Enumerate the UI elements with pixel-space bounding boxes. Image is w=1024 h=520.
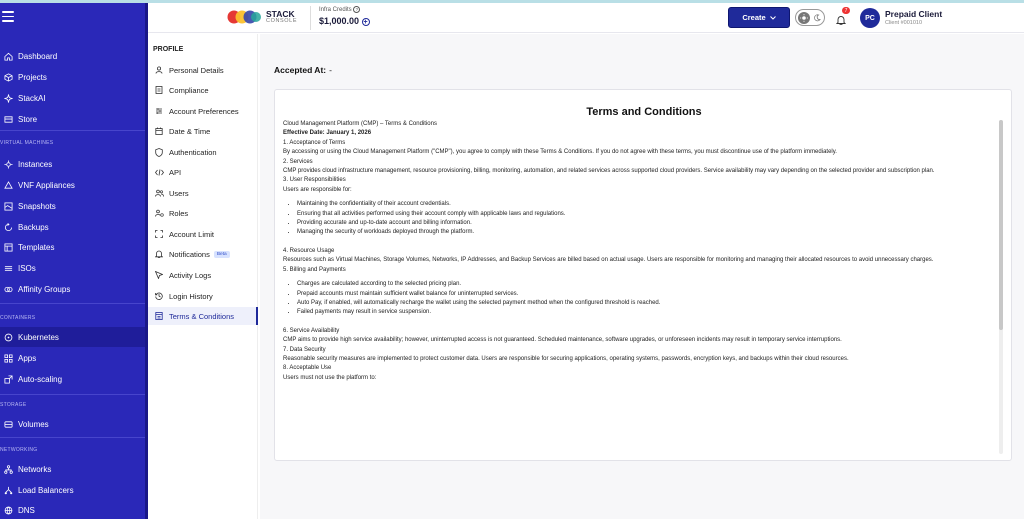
sidebar-item-label: Snapshots [18,201,56,211]
accepted-at [274,65,332,75]
sidebar-item-label: Volumes [18,419,49,429]
nav-item-api[interactable] [148,163,258,181]
moon-icon [813,14,821,22]
sidebar-item-label: StackAI [18,93,46,103]
list-item: • Managing the security of workloads deployed through the platform. [297,228,997,237]
nav-item-label: Date & Time [169,126,211,136]
shield-icon [154,148,164,157]
autoscaling-icon [3,374,13,384]
sidebar-item-label: Store [18,114,38,124]
settings-nav-title: PROFILE [153,46,184,53]
history-icon [154,292,164,300]
create-button-label: Create [742,13,766,22]
nav-item-login-history[interactable] [148,287,258,305]
sidebar-item-projects[interactable] [0,67,145,87]
terms-section-title: 2. Services [283,158,313,165]
terms-section-body: CMP provides cloud infrastructure management, resource provisioning, billing, monitoring, automation, and related services across supported cloud providers. Service availability may vary depending on the selected provider and subscription plan. [283,168,935,175]
kubernetes-icon [3,332,13,342]
sidebar-item-templates[interactable] [0,237,145,257]
terms-platform-line: Cloud Management Platform (CMP) – Terms & Conditions [283,121,437,127]
terms-scroll-area[interactable] [283,120,997,452]
scrollbar-thumb[interactable] [999,120,1003,330]
calendar-icon [154,127,164,135]
list-item: • Maintaining the confidentiality of their account credentials. [297,200,997,209]
instances-icon [3,159,13,169]
nav-item-activity-logs[interactable] [148,266,258,284]
credits-value: $1,000.00 [319,16,360,27]
sidebar-item-label: ISOs [18,263,36,273]
snapshots-icon [3,201,13,211]
stack-logo-icon [226,8,262,26]
sidebar-section-networking: NETWORKING [0,447,38,453]
avatar[interactable]: PC [860,8,880,28]
sidebar-section-vm: VIRTUAL MACHINES [0,140,54,146]
load-balancer-icon [3,485,13,495]
top-header [148,3,1024,33]
nav-item-label: Users [169,188,189,198]
sidebar-item-isos[interactable] [0,258,145,278]
terms-section-body: Reasonable security measures are implemented to protect customer data. Users are responsible for securing applications, operating systems, passwords, encryption keys, and backups within their cloud resources. [283,355,849,362]
add-credits-icon[interactable]: + [363,18,368,26]
brand-logo[interactable] [226,8,297,26]
beta-badge: Beta [214,251,230,258]
nav-item-users[interactable] [148,184,258,202]
sidebar-divider [0,303,145,304]
nav-item-date-time[interactable] [148,122,258,140]
sidebar-item-vnf-appliances[interactable] [0,175,145,195]
sidebar-item-label: Instances [18,159,53,169]
affinity-icon [3,284,13,294]
store-icon [3,114,13,124]
sidebar-item-label: Auto-scaling [18,374,63,384]
iso-icon [3,263,13,273]
list-item: • Providing accurate and up-to-date account and billing information. [297,219,997,228]
sidebar-item-affinity-groups[interactable] [0,279,145,299]
nav-item-personal-details[interactable] [148,61,258,79]
hamburger-menu-icon[interactable] [2,11,14,21]
apps-icon [3,353,13,363]
nav-item-label: Account Limit [169,229,215,239]
accepted-at-value: - [329,65,332,75]
brand-name: STACK [266,9,295,19]
nav-item-authentication[interactable] [148,143,258,161]
sidebar-item-dashboard[interactable] [0,46,145,66]
roles-icon [154,209,164,217]
templates-icon [3,242,13,252]
list-item: • Charges are calculated according to the selected pricing plan. [297,280,997,289]
nav-item-label: API [169,167,182,177]
networks-icon [3,464,13,474]
user-icon [154,66,164,74]
users-icon [154,189,164,197]
bell-icon [154,250,164,258]
list-item: • Auto Pay, if enabled, will automatically recharge the wallet using the selected payment method when the configured threshold is reached. [297,299,997,308]
brand-subtitle: CONSOLE [266,17,298,24]
list-item: • Prepaid accounts must maintain sufficient wallet balance for uninterrupted services. [297,290,997,299]
terms-section-body: Resources such as Virtual Machines, Storage Volumes, Networks, IP Addresses, and Backup Services are billed based on actual usage. Users are responsible for monitoring and managing their allocated resources to avoid unnecessary charges. [283,257,934,264]
preferences-icon [154,107,164,115]
sidebar-section-storage: STORAGE [0,402,27,408]
nav-item-label: Notifications [169,249,210,259]
terms-scrollbar[interactable] [999,120,1003,454]
info-icon[interactable]: ? [353,6,360,13]
sun-icon [798,12,810,24]
sidebar-item-label: Dashboard [18,51,58,61]
sidebar [0,3,145,519]
terms-section-title: 6. Service Availability [283,327,340,334]
sidebar-item-backups[interactable] [0,217,145,237]
nav-item-label: Account Preferences [169,106,239,116]
compliance-icon [154,86,164,94]
sidebar-item-volumes[interactable] [0,414,145,434]
sidebar-item-auto-scaling[interactable] [0,369,145,389]
theme-toggle[interactable] [795,9,825,26]
volumes-icon [3,419,13,429]
code-icon [154,169,164,176]
terms-card [274,89,1012,461]
ai-icon [3,93,13,103]
terms-title: Terms and Conditions [586,106,702,118]
sidebar-item-label: Projects [18,72,47,82]
nav-item-label: Personal Details [169,65,224,75]
list-item: • Failed payments may result in service suspension. [297,308,997,317]
dns-icon [3,505,13,515]
limit-icon [154,230,164,238]
sidebar-item-dns[interactable] [0,500,145,520]
terms-section-body: By accessing or using the Cloud Management Platform ("CMP"), you agree to comply with these Terms & Conditions. If you do not agree with these terms, you must discontinue use of the platform immediately. [283,149,837,156]
nav-item-label: Roles [169,208,189,218]
notification-count-badge: 7 [842,7,850,14]
user-name[interactable]: Prepaid Client [885,9,943,19]
sidebar-item-networks[interactable] [0,459,145,479]
sidebar-item-snapshots[interactable] [0,196,145,216]
activity-icon [154,271,164,279]
nav-item-label: Login History [169,291,213,301]
sidebar-item-kubernetes[interactable] [0,327,145,347]
accepted-at-label: Accepted At: [274,65,327,75]
nav-item-label: Terms & Conditions [169,311,235,321]
create-button[interactable] [728,7,790,28]
nav-item-compliance[interactable] [148,81,258,99]
sidebar-divider [0,437,145,438]
sidebar-item-label: Templates [18,242,55,252]
sidebar-item-label: VNF Appliances [18,180,75,190]
sidebar-item-label: Apps [18,353,37,363]
infra-credits [310,6,370,30]
nav-item-terms-conditions[interactable] [148,307,258,325]
list-item: • Ensuring that all activities performed using their account comply with applicable laws and regulations. [297,210,997,219]
sidebar-item-store[interactable] [0,109,145,129]
credits-label: Infra Credits [319,7,352,14]
nav-item-roles[interactable] [148,204,258,222]
nav-item-label: Activity Logs [169,270,212,280]
terms-section-title: 4. Resource Usage [283,247,335,254]
terms-section-body: Users must not use the platform to: [283,374,377,381]
nav-item-label: Authentication [169,147,217,157]
sidebar-item-label: Backups [18,222,49,232]
user-client-id: Client #001010 [885,20,923,26]
sidebar-item-label: Kubernetes [18,332,59,342]
profile-settings-nav [148,34,258,519]
projects-icon [3,72,13,82]
terms-section-body: CMP aims to provide high service availability; however, uninterrupted access is not guaranteed. Scheduled maintenance, software upgrades, or unforeseen incidents may result in temporary service interruptions. [283,337,842,344]
sidebar-item-label: Networks [18,464,52,474]
chevron-down-icon [770,16,776,20]
sidebar-divider [0,394,145,395]
nav-item-account-limit[interactable] [148,225,258,243]
nav-item-label: Compliance [169,85,209,95]
sidebar-item-label: Affinity Groups [18,284,71,294]
sidebar-item-label: DNS [18,505,35,515]
sidebar-divider [0,130,145,131]
terms-section-title: 3. User Responsibilities [283,177,346,184]
main-content [260,34,1024,519]
sidebar-item-stackai[interactable] [0,88,145,108]
terms-section-title: 7. Data Security [283,346,326,353]
terms-section-title: 5. Billing and Payments [283,266,346,273]
terms-list [297,200,997,238]
sidebar-item-instances[interactable] [0,154,145,174]
sidebar-item-apps[interactable] [0,348,145,368]
sidebar-item-load-balancers[interactable] [0,480,145,500]
sidebar-section-containers: CONTAINERS [0,315,36,321]
terms-list [297,280,997,318]
terms-effective-date: Effective Date: January 1, 2026 [283,130,372,137]
terms-icon [154,312,164,320]
home-icon [3,51,13,61]
terms-section-body: Users are responsible for: [283,186,352,193]
terms-section-title: 8. Acceptable Use [283,365,332,372]
nav-item-account-preferences[interactable] [148,102,258,120]
sidebar-item-label: Load Balancers [18,485,74,495]
vnf-icon [3,180,13,190]
terms-section-title: 1. Acceptance of Terms [283,139,346,146]
backups-icon [3,222,13,232]
nav-item-notifications[interactable] [148,245,258,263]
